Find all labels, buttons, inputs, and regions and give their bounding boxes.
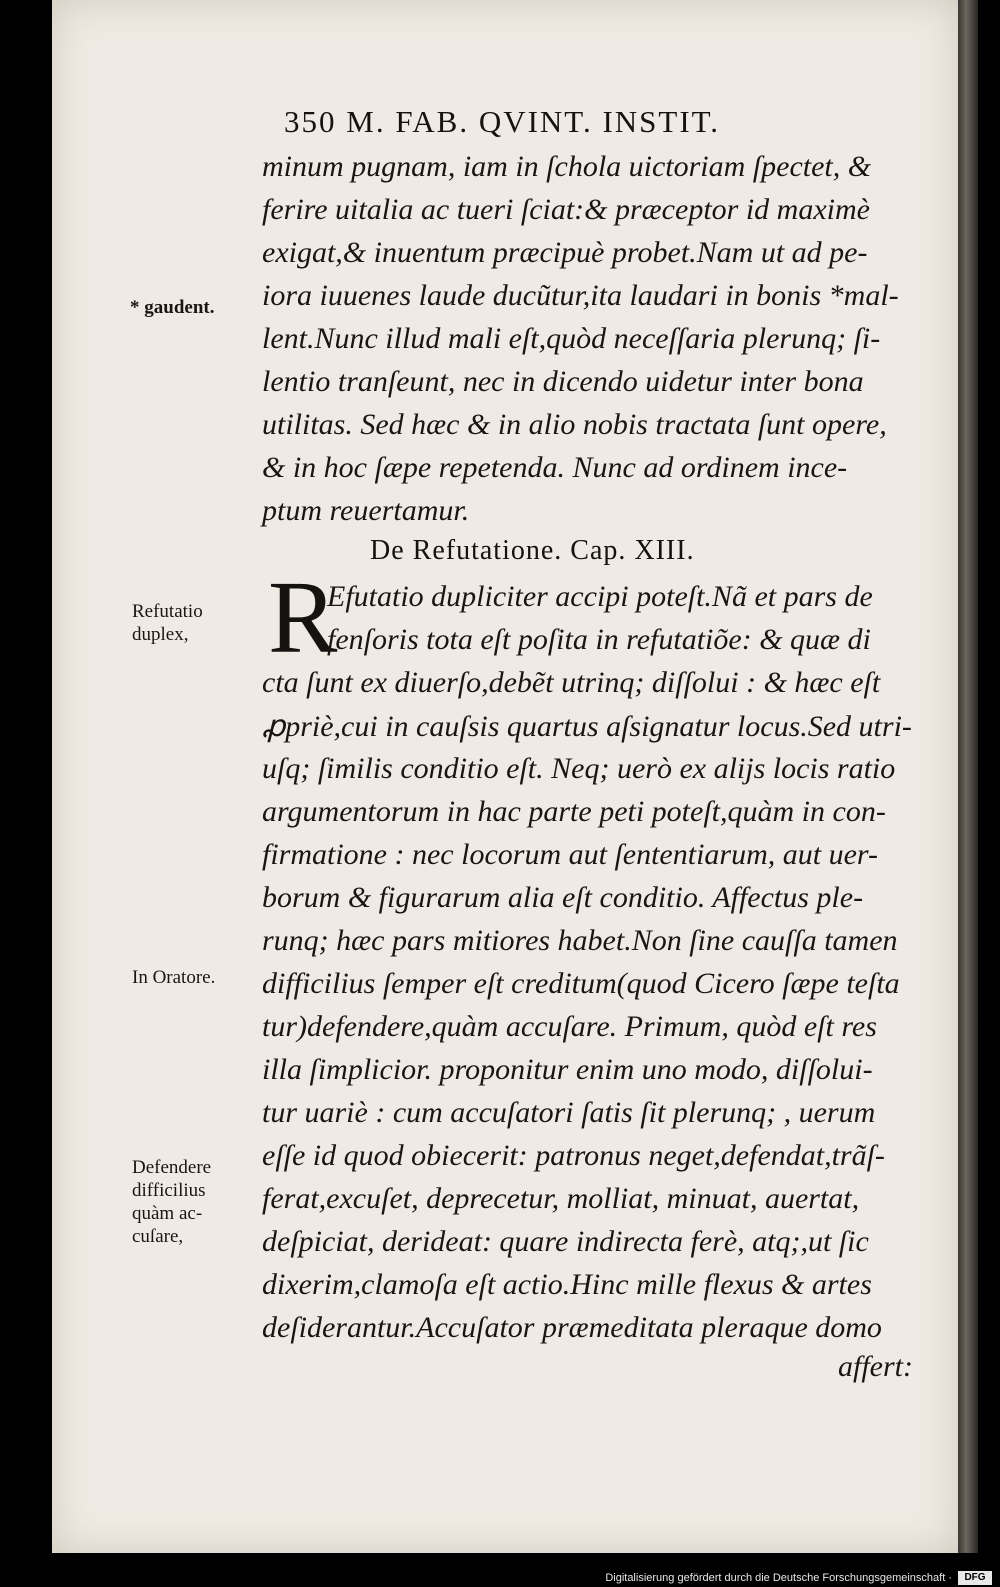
text-line: iora iuuenes laude ducũtur,ita laudari in bonis *mal- [262, 279, 899, 312]
text-line: tur uariè : cum accuſatori ſatis ſit plerunq; , uerum [262, 1096, 876, 1129]
text-line: ferire uitalia ac tueri ſciat:& præceptor id maximè [262, 193, 870, 226]
text-line: lent.Nunc illud mali eſt,quòd neceſſaria plerunq; ſi- [262, 322, 881, 355]
funding-credit: Digitalisierung gefördert durch die Deutsche Forschungsgemeinschaft · [605, 1572, 952, 1584]
text-line: Efutatio dupliciter accipi poteſt.Nã et pars de [327, 580, 873, 613]
text-line: tur)defendere,quàm accuſare. Primum, quòd eſt res [262, 1010, 877, 1043]
text-line: argumentorum in hac parte peti poteſt,quàm in con- [262, 795, 886, 828]
marginal-note: cuſare, [132, 1226, 184, 1247]
text-line: ꝓpriè,cui in cauſsis quartus aſsignatur locus.Sed utri- [262, 710, 912, 743]
text-line: borum & figurarum alia eſt conditio. Affectus ple- [262, 881, 864, 914]
text-line: utilitas. Sed hæc & in alio nobis tractata ſunt opere, [262, 408, 887, 441]
text-line: cta ſunt ex diuerſo,debẽt utrinq; diſſolui : & hæc eſt [262, 666, 881, 699]
drop-cap: R [268, 560, 338, 675]
text-line: ptum reuertamur. [262, 494, 470, 527]
marginal-note: difficilius [132, 1180, 206, 1201]
text-line: runq; hæc pars mitiores habet.Non ſine cauſſa tamen [262, 924, 898, 957]
text-line: ferat,excuſet, deprecetur, molliat, minuat, auertat, [262, 1182, 860, 1215]
text-line: eſſe id quod obiecerit: patronus neget,defendat,trãſ- [262, 1139, 885, 1172]
catchword: affert: [838, 1350, 913, 1383]
text-line: deſiderantur.Accuſator præmeditata pleraque domo [262, 1311, 882, 1344]
text-line: fenſoris tota eſt poſita in refutatiõe: & quæ di [327, 623, 871, 656]
text-line: & in hoc ſæpe repetenda. Nunc ad ordinem ince- [262, 451, 848, 484]
text-line: minum pugnam, iam in ſchola uictoriam ſpectet, & [262, 150, 872, 183]
marginal-note: In Oratore. [132, 967, 216, 988]
text-line: illa ſimplicior. proponitur enim uno modo, diſſolui- [262, 1053, 873, 1086]
text-line: dixerim,clamoſa eſt actio.Hinc mille flexus & artes [262, 1268, 872, 1301]
dfg-logo: DFG [958, 1571, 992, 1585]
marginal-note: Refutatio [132, 601, 203, 622]
chapter-title: De Refutatione. Cap. XIII. [370, 535, 695, 566]
marginal-note: quàm ac- [132, 1203, 203, 1224]
text-line: uſq; ſimilis conditio eſt. Neq; uerò ex alijs locis ratio [262, 752, 896, 785]
text-line: lentio tranſeunt, nec in dicendo uidetur inter bona [262, 365, 864, 398]
marginal-note: * gaudent. [130, 297, 215, 318]
text-line: difficilius ſemper eſt creditum(quod Cicero ſæpe teſta [262, 967, 900, 1000]
text-line: firmatione : nec locorum aut ſententiarum, aut uer- [262, 838, 878, 871]
text-line: exigat,& inuentum præcipuè probet.Nam ut ad pe- [262, 236, 868, 269]
page-edge [958, 0, 978, 1553]
text-line: deſpiciat, derideat: quare indirecta ferè, atq;,ut ſic [262, 1225, 869, 1258]
running-head: 350 M. FAB. QVINT. INSTIT. [284, 104, 721, 139]
marginal-note: Defendere [132, 1157, 212, 1178]
marginal-note: duplex, [132, 624, 189, 645]
